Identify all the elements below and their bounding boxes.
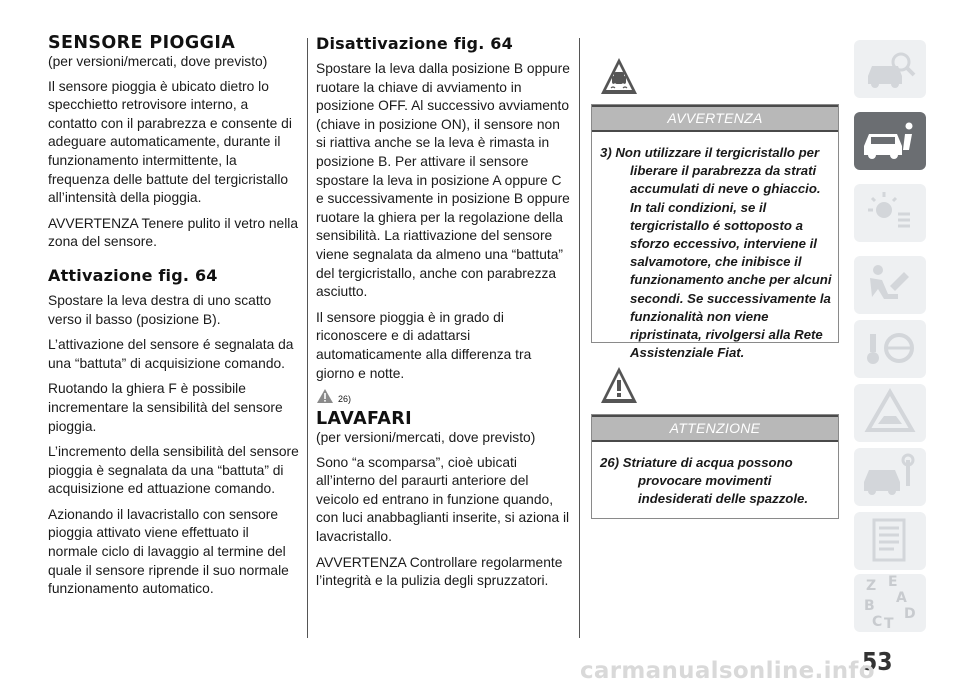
paragraph: L’attivazione del sensore é segnalata da una “battuta” di acquisizione comando.: [48, 337, 294, 371]
index-letter: D: [904, 606, 916, 622]
car-service-icon: [854, 448, 926, 506]
column-divider: [307, 38, 308, 638]
left-column: [48, 34, 300, 606]
tab-alphabetical-index[interactable]: [854, 574, 926, 632]
warning-reference[interactable]: [316, 388, 572, 404]
paragraph: AVVERTENZA Tenere pulito il vetro nella zona del sensore.: [48, 215, 299, 250]
tab-specifications[interactable]: [854, 512, 926, 570]
avvertenza-header: AVVERTENZA: [592, 105, 838, 132]
tab-car-service[interactable]: [854, 448, 926, 506]
avvertenza-box: [591, 104, 839, 361]
alphabetical-index-icon: [854, 574, 926, 632]
index-letter: B: [864, 598, 875, 614]
paragraph: Azionando il lavacristallo con sensore pioggia attivato viene effettuato il normale ciclo di lavaggio al termine del quale il sensore riprende il suo normale funzionamento automatico.: [48, 506, 289, 597]
tab-airbag[interactable]: [854, 256, 926, 314]
car-skid-warning-icon: [599, 56, 639, 98]
index-letter: T: [884, 616, 894, 632]
section-title: LAVAFARI: [316, 409, 413, 430]
tab-road-warning[interactable]: [854, 384, 926, 442]
section-subtitle: (per versioni/mercati, dove previsto): [48, 54, 268, 69]
attenzione-note: 26) Striature di acqua possono provocare movimenti indesiderati delle spazzole.: [600, 455, 809, 507]
steering-key-icon: [854, 320, 926, 378]
warning-triangle-icon: [316, 388, 334, 404]
car-search-icon: [854, 40, 926, 98]
index-letter: Z: [866, 578, 877, 594]
paragraph: Ruotando la ghiera F è possibile incrementare la sensibilità del sensore pioggia.: [48, 381, 283, 434]
car-info-icon: [854, 112, 926, 170]
paragraph: Il sensore pioggia è ubicato dietro lo specchietto retrovisore interno, a contatto con il parabrezza e consente di adeguare automaticamente, durante il funzionamento intermittente, la frequenza delle battute del tergicristallo all’intensità della pioggia.: [48, 78, 292, 206]
reference-number: 26): [338, 394, 352, 405]
column-divider: [579, 38, 580, 638]
subsection-heading: Attivazione fig. 64: [48, 265, 218, 285]
subsection-heading: Disattivazione fig. 64: [316, 34, 513, 53]
lights-icon: [854, 184, 926, 242]
tab-steering-key[interactable]: [854, 320, 926, 378]
paragraph: Il sensore pioggia è in grado di riconoscere e di adattarsi automaticamente alla differenza tra giorno e notte.: [316, 309, 532, 381]
tab-lights[interactable]: [854, 184, 926, 242]
index-letter: E: [888, 574, 898, 590]
exclamation-warning-icon: [599, 365, 639, 407]
tab-car-search[interactable]: [854, 40, 926, 98]
road-warning-icon: [854, 384, 926, 442]
paragraph: Spostare la leva destra di uno scatto verso il basso (posizione B).: [48, 292, 272, 327]
airbag-icon: [854, 256, 926, 314]
paragraph: Sono “a scomparsa”, cioè ubicati all’interno del paraurti anteriore del veicolo ed entrano in funzione quando, con luci anabbaglianti inserite, si aziona il lavacristallo.: [316, 454, 570, 545]
avvertenza-note: 3) Non utilizzare il tergicristallo per liberare il parabrezza da strati accumulati di neve o ghiaccio. In tali condizioni, se il tergicristallo é sottoposto a sforzo eccessivo, interviene il salvamotore, che inibisce il funzionamento anche per alcuni secondi. Se successivamente la funzionalità non viene ripristinata, rivolgersi alla Rete Assistenziale Fiat.: [600, 145, 832, 361]
section-subtitle: (per versioni/mercati, dove previsto): [316, 430, 536, 446]
paragraph: L’incremento della sensibilità del sensore pioggia è segnalata da una “battuta” di acquisizione ed attuazione comando.: [48, 444, 299, 497]
attenzione-box: [591, 414, 839, 519]
page-number: 53: [862, 648, 893, 677]
index-letter: C: [872, 614, 883, 630]
paragraph: AVVERTENZA Controllare regolarmente l’integrità e la pulizia degli spruzzatori.: [316, 554, 563, 589]
section-title: SENSORE PIOGGIA: [48, 33, 236, 53]
tab-car-info[interactable]: [854, 112, 926, 170]
watermark-url: carmanualsonline.info: [580, 658, 875, 684]
specifications-icon: [854, 512, 926, 570]
middle-column: [316, 34, 572, 598]
index-letter: A: [896, 590, 907, 606]
paragraph: Spostare la leva dalla posizione B oppure ruotare la chiave di avviamento in posizione OFF. Al successivo avviamento (chiave in posizione ON), il sensore non si riattiva anche se la leva è rimasta in posizione B. Per attivare il sensore spostare la leva in posizione A oppure C e successivamente in posizione B oppure ruotare la ghiera per la regolazione della sensibilità. La riattivazione del sensore viene segnalata da almeno una “battuta” del tergicristallo, anche con parabrezza asciutto.: [316, 61, 570, 300]
attenzione-header: ATTENZIONE: [592, 415, 838, 442]
